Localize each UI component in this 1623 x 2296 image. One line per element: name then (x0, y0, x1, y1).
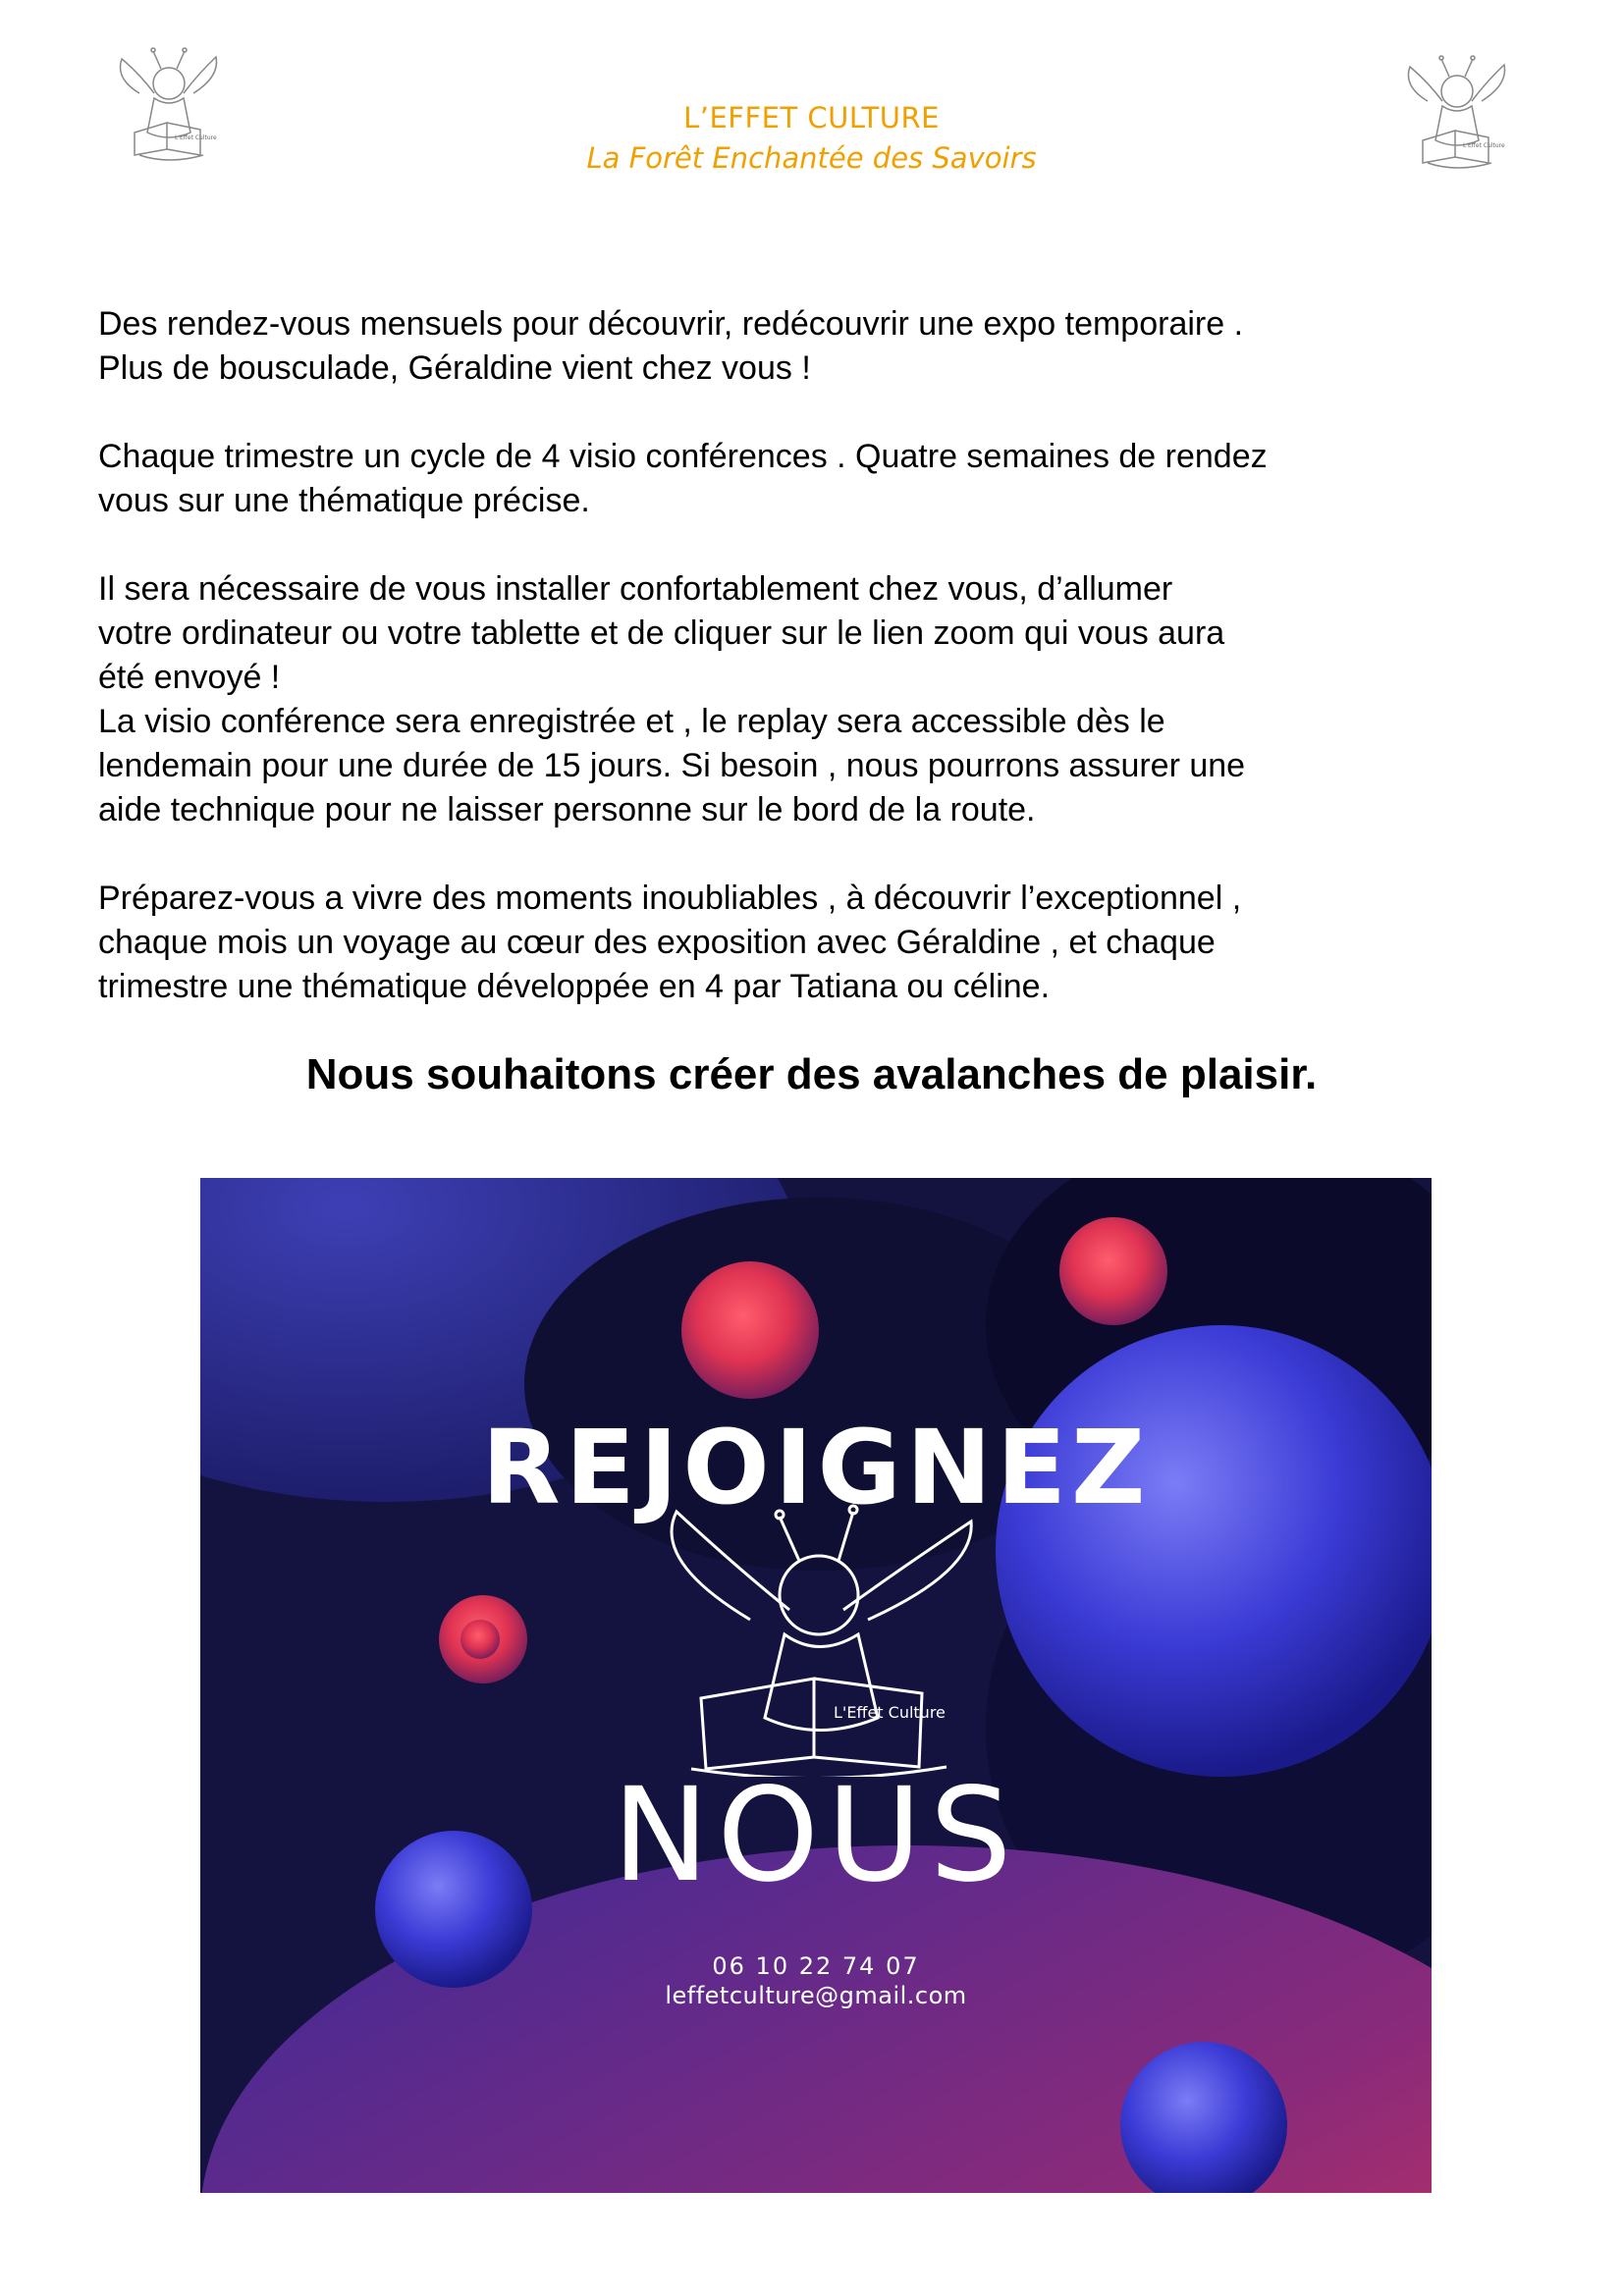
poster-headline-bottom: NOUS (612, 1760, 1020, 1911)
join-us-poster (200, 1178, 1432, 2193)
poster-phone-number: 06 10 22 74 07 (712, 1952, 920, 1980)
slogan: Nous souhaitons créer des avalanches de plaisir. (305, 1050, 1318, 1098)
paragraph-instructions (98, 567, 1551, 832)
paragraph-text: Chaque trimestre un cycle de 4 visio conférences . Quatre semaines de rendez vous sur une thématique précise. (98, 438, 1268, 519)
bubble-red-2 (1059, 1217, 1167, 1325)
bubble-red-small (460, 1620, 500, 1659)
bubble-red-1 (681, 1261, 819, 1399)
header-subtitle: La Forêt Enchantée des Savoirs (586, 141, 1037, 175)
paragraph-text: Des rendez-vous mensuels pour découvrir, redécouvrir une expo temporaire . Plus de bousculade, Géraldine vient chez vous ! (98, 305, 1244, 387)
orb-blue-right (996, 1325, 1432, 1777)
svg-text:L'Effet Culture: L'Effet Culture (175, 134, 217, 141)
paragraph-monthly-meetings (98, 302, 1551, 391)
svg-text:L'Effet Culture: L'Effet Culture (834, 1703, 946, 1722)
paragraph-invitation (98, 877, 1551, 1009)
svg-text:L'Effet Culture: L'Effet Culture (1463, 142, 1505, 149)
document-header (0, 98, 1623, 179)
paragraph-text: Préparez-vous a vivre des moments inoubliables , à découvrir l’exceptionnel , chaque mois un voyage au cœur des exposition avec Géraldine , et chaque trimestre une thématique développée en 4 par Tatiana ou céline. (98, 880, 1242, 1005)
poster-headline-top: REJOIGNEZ (481, 1408, 1151, 1527)
poster-email: leffetculture@gmail.com (665, 1982, 967, 2009)
paragraph-text: Il sera nécessaire de vous installer confortablement chez vous, d’allumer votre ordinateur ou votre tablette et de cliquer sur le lien zoom qui vous aura été envoyé ! La visio conférence sera enregistrée et , le replay sera accessible dès le lendemain pour une durée de 15 jours. Si besoin , nous pourrons assurer une aide technique pour ne laisser personne sur le bord de la route. (98, 570, 1246, 828)
paragraph-quarterly-cycle (98, 435, 1551, 523)
header-title: L’EFFET CULTURE (683, 101, 940, 134)
fairy-reading-book-icon (632, 1502, 1005, 1777)
